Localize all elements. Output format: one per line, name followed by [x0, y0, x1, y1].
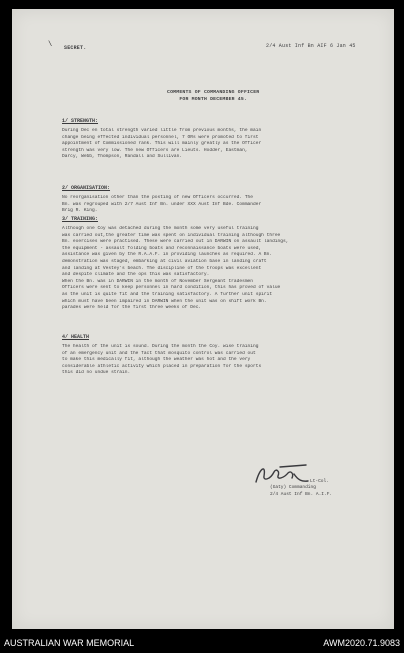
body-line: the equipment - assault folding boats and reconnaissance boats were used,	[62, 245, 262, 251]
body-line: strength was very low. The new Officers are Lieuts. Hodder, Eastman,	[62, 147, 248, 153]
title-line-1: COMMENTS OF COMMANDING OFFICER	[167, 90, 260, 95]
archive-footer	[0, 637, 404, 653]
body-line: this did no undue strain.	[62, 370, 131, 376]
classification-label: SECRET.	[64, 45, 87, 51]
body-line: Bn. exercises were practised. These were carried out in DARWIN on assault landings,	[62, 239, 289, 245]
body-line: demonstration was staged, embarking at civil aviation base in landing craft	[62, 258, 267, 264]
body-line: and landing at Vestey's beach. The discipline of the troops was excellent	[62, 265, 262, 271]
body-line: assistance was given by the R.A.A.F. in providing launches as required. A Bn.	[62, 252, 273, 258]
section-heading-strength: 1/ STRENGTH:	[62, 118, 99, 124]
signature-rank: Lt-Col.	[310, 479, 329, 484]
title-line-2: FOR MONTH DECEMBER 45.	[179, 96, 248, 102]
body-line: Darcy, Webb, Thompson, Randall and Sullivan.	[62, 154, 183, 160]
section-body-organisation	[62, 195, 362, 215]
document-title	[167, 90, 259, 103]
signature-unit-line: 2/4 Aust Inf Bn. A.I.F.	[270, 491, 333, 497]
body-line: Although one Coy was detached during the month some very useful training	[62, 226, 259, 231]
tick-mark: \	[48, 41, 53, 49]
body-line: and despite climate and the ops this was satisfactory.	[62, 272, 210, 278]
body-line: as the unit is quite fit and the training satisfactory. A further unit spirit	[62, 291, 273, 297]
section-body-health	[62, 344, 362, 377]
archive-name: AUSTRALIAN WAR MEMORIAL	[4, 638, 135, 648]
signature-name-line: (Gaty) Commanding	[270, 485, 316, 491]
body-line: The health of the unit is sound. During the month the Coy. wise training	[62, 344, 259, 349]
body-line: No reorganisation other than the posting of new Officers occurred. The	[62, 195, 254, 200]
body-line: of an emergency unit and the fact that mosquito control was carried out	[62, 350, 256, 356]
document-sheet	[12, 9, 394, 629]
body-line: to make this medically fit, although the weather was hot and the very	[62, 357, 251, 363]
section-body-strength	[62, 128, 362, 161]
section-body-training	[62, 226, 362, 312]
signature-block	[250, 462, 360, 498]
section-heading-organisation: 2/ ORGANISATION:	[62, 185, 111, 191]
archive-reference: AWM2020.71.9083	[323, 638, 400, 648]
body-line: Bn. was regrouped with 2/7 Aust Inf Bn. under XXX Aust Inf Bde. Commander	[62, 201, 262, 207]
body-line: change being effected individual personnel, 7 ORs were promoted to first	[62, 134, 259, 140]
unit-reference: 2/4 Aust Inf Bn AIF 6 Jan 45	[266, 43, 356, 49]
body-line: appointment of Commissioned rank. This will mainly greatly as the Officer	[62, 141, 262, 147]
body-line: During Dec en total strength varied little from previous months, the main	[62, 128, 262, 133]
body-line: Brig R. King.	[62, 208, 98, 214]
body-line: When the Bn. was in DARWIN in the month of November Sergeant tradesmen	[62, 278, 254, 284]
section-heading-training: 3/ TRAINING:	[62, 216, 99, 222]
section-heading-health: 4/ HEALTH	[62, 334, 90, 340]
body-line: parades were held for the first three weeks of Dec.	[62, 305, 202, 311]
body-line: considerable athletic activity which placed in preparation for the sports	[62, 363, 262, 369]
body-line: was carried out,the greater time was spent on individual training although three	[62, 232, 281, 238]
body-line: which must have been impaired in DARWIN when the unit was on shift work Bn.	[62, 298, 267, 304]
signature-details	[270, 479, 332, 498]
body-line: Officers were sent to keep personnel in hard condition, this has proved of value	[62, 285, 281, 291]
